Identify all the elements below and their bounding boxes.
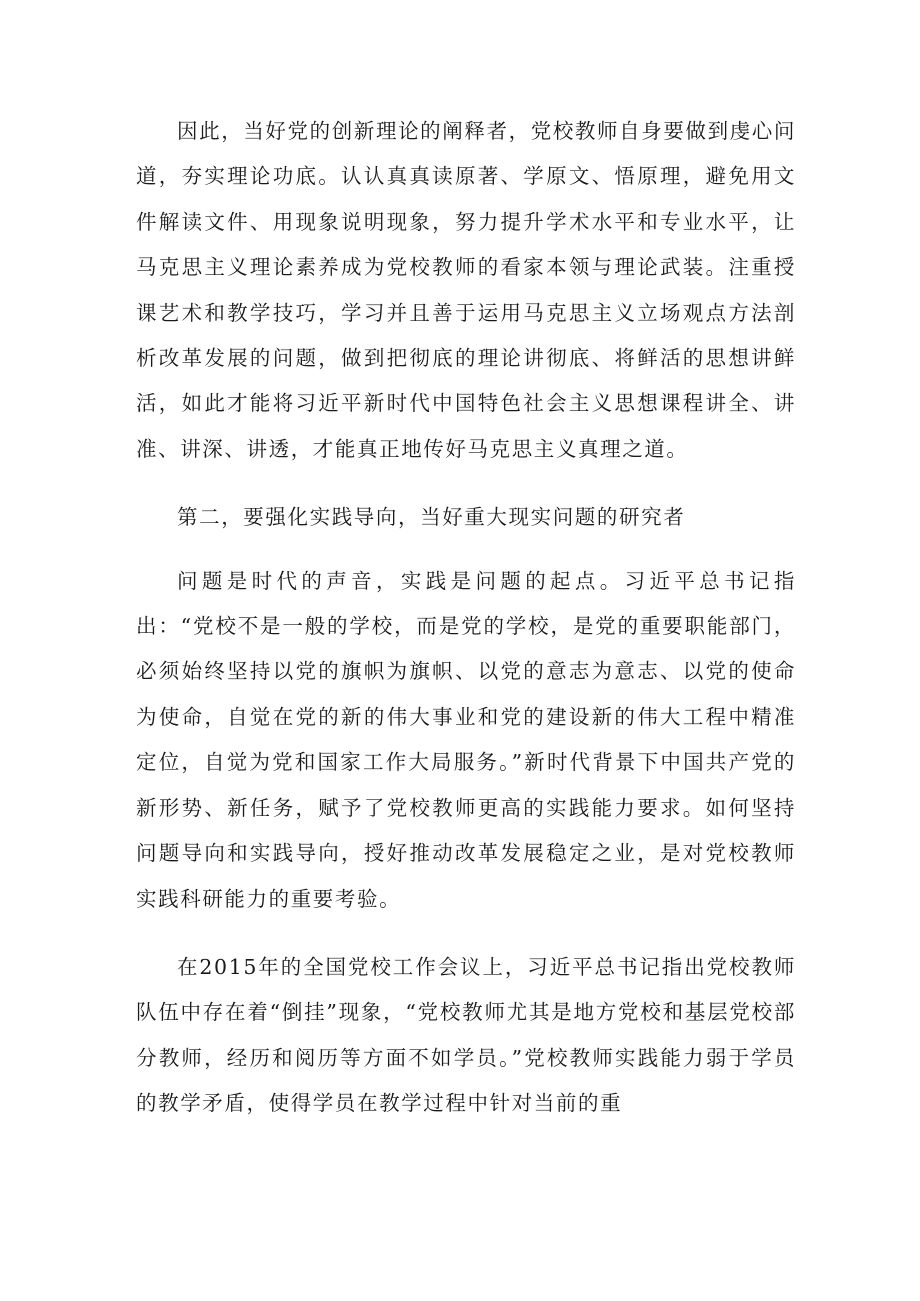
section-heading-practice: 第二，要强化实践导向，当好重大现实问题的研究者 xyxy=(177,505,686,530)
paragraph-2015-conference: 在2015年的全国党校工作会议上，习近平总书记指出党校教师队伍中存在着“倒挂”现象，“党校教师尤其是地方党校和基层党校部分教师，经历和阅历等方面不如学员。”党校教师实践能力弱于学员的教学矛盾，使得学员在教学过程中针对当前的重 xyxy=(136,954,796,1116)
document-body xyxy=(136,109,796,1127)
paragraph-theory-interpreter: 因此，当好党的创新理论的阐释者，党校教师自身要做到虔心问道，夯实理论功底。认认真真读原著、学原文、悟原理，避免用文件解读文件、用现象说明现象，努力提升学术水平和专业水平，让马克思主义理论素养成为党校教师的看家本领与理论武装。注重授课艺术和教学技巧，学习并且善于运用马克思主义立场观点方法剖析改革发展的问题，做到把彻底的理论讲彻底、将鲜活的思想讲鲜活，如此才能将习近平新时代中国特色社会主义思想课程讲全、讲准、讲深、讲透，才能真正地传好马克思主义真理之道。 xyxy=(136,119,796,461)
paragraph-practice-orientation: 问题是时代的声音，实践是问题的起点。习近平总书记指出：“党校不是一般的学校，而是党的学校，是党的重要职能部门，必须始终坚持以党的旗帜为旗帜、以党的意志为意志、以党的使命为使命，自觉在党的新的伟大事业和党的建设新的伟大工程中精准定位，自觉为党和国家工作大局服务。”新时代背景下中国共产党的新形势、新任务，赋予了党校教师更高的实践能力要求。如何坚持问题导向和实践导向，授好推动改革发展稳定之业，是对党校教师实践科研能力的重要考验。 xyxy=(136,568,796,911)
